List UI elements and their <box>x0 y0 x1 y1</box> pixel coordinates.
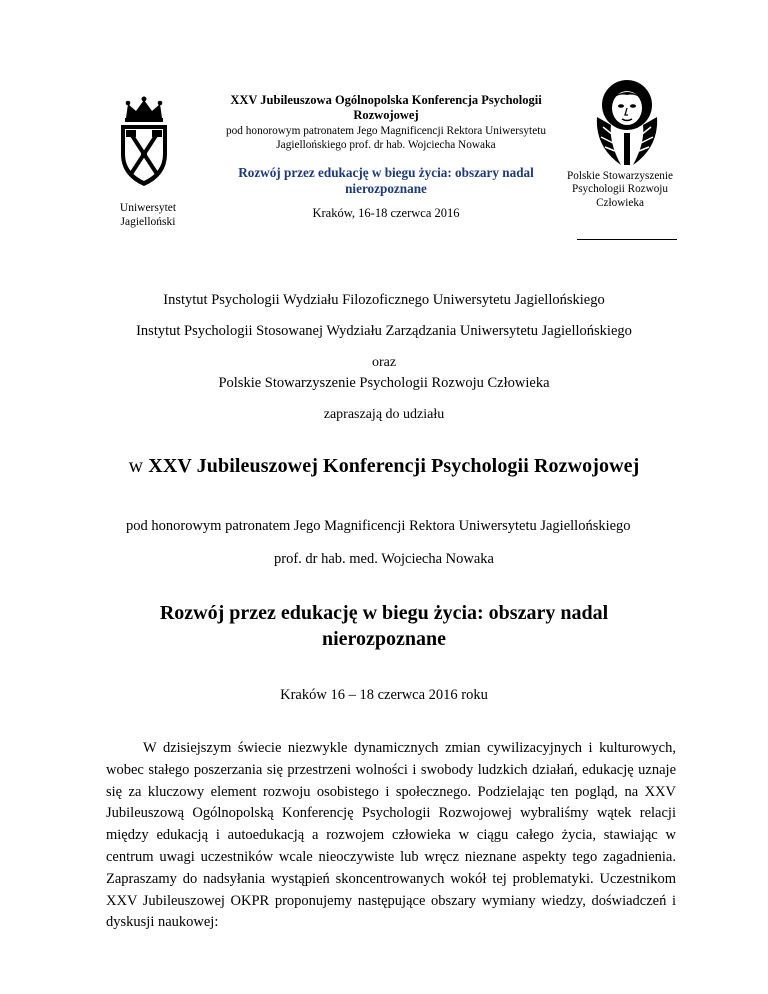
society-name: Polskie Stowarzyszenie Psychologii Rozwoju Człowieka <box>567 170 673 209</box>
letterhead-patronage: pod honorowym patronatem Jego Magnificencji Rektora Uniwersytetu Jagiellońskiego prof. dr hab. Wojciecha Nowaka <box>226 125 546 151</box>
organizer-line-2: Instytut Psychologii Stosowanej Wydziału Zarządzania Uniwersytetu Jagiellońskiego <box>136 323 632 339</box>
organizer-line-1: Instytut Psychologii Wydziału Filozoficznego Uniwersytetu Jagiellońskiego <box>163 292 605 308</box>
university-logo <box>104 96 184 196</box>
university-crest-icon <box>114 96 174 196</box>
university-name: Uniwersytet Jagielloński <box>119 202 177 228</box>
letterhead-divider <box>577 239 677 240</box>
society-logo <box>591 77 663 174</box>
conference-title: XXV Jubileuszowej Konferencji Psychologii Rozwojowej <box>148 455 640 477</box>
letterhead-place-date: Kraków, 16-18 czerwca 2016 <box>312 206 460 220</box>
letterhead-center <box>212 93 560 221</box>
theme-title: Rozwój przez edukację w biegu życia: obszary nadal nierozpoznane <box>159 602 609 650</box>
body-paragraph: W dzisiejszym świecie niezwykle dynamicznych zmian cywilizacyjnych i kulturowych, wobec stałego poszerzania się przestrzeni wolności i swobody ludzkich działań, edukację uznaje się za kluczowy element rozwoju osobistego i społecznego. Podzielając ten pogląd, na XXV Jubileuszową Ogólnopolską Konferencję Psychologii Rozwojowej wybraliśmy wątek relacji między edukacją i autoedukacją a rozwojem człowieka w ciągu całego życia, stawiając w centrum uwagi uczestników wcale nieoczywiste lub wręcz nieznane aspekty tego zagadnienia. Zapraszamy do nadsyłania wystąpień skoncentrowanych wokół tej problematyki. Uczestnikom XXV Jubileuszowej OKPR proponujemy następujące obszary wymiany wiedzy, doświadczeń i dyskusji naukowej: <box>106 740 676 931</box>
patronage-line-1: pod honorowym patronatem Jego Magnificencji Rektora Uniwersytetu Jagiellońskiego <box>126 518 631 534</box>
conference-heading <box>0 455 768 478</box>
conference-prefix: w <box>128 455 144 477</box>
conference-dates: Kraków 16 – 18 czerwca 2016 roku <box>280 687 488 703</box>
organizer-line-3: Polskie Stowarzyszenie Psychologii Rozwoju Człowieka <box>218 375 550 391</box>
organizer-conjunction: oraz <box>371 355 397 370</box>
patronage-line-2: prof. dr hab. med. Wojciecha Nowaka <box>273 551 494 567</box>
letterhead <box>0 0 768 270</box>
letterhead-conference-title: XXV Jubileuszowa Ogólnopolska Konferencja Psychologii Rozwojowej <box>230 93 542 122</box>
society-face-logo-icon <box>591 77 663 169</box>
invitation-text: zapraszają do udziału <box>323 407 445 422</box>
letterhead-theme: Rozwój przez edukację w biegu życia: obszary nadal nierozpoznane <box>238 165 534 196</box>
